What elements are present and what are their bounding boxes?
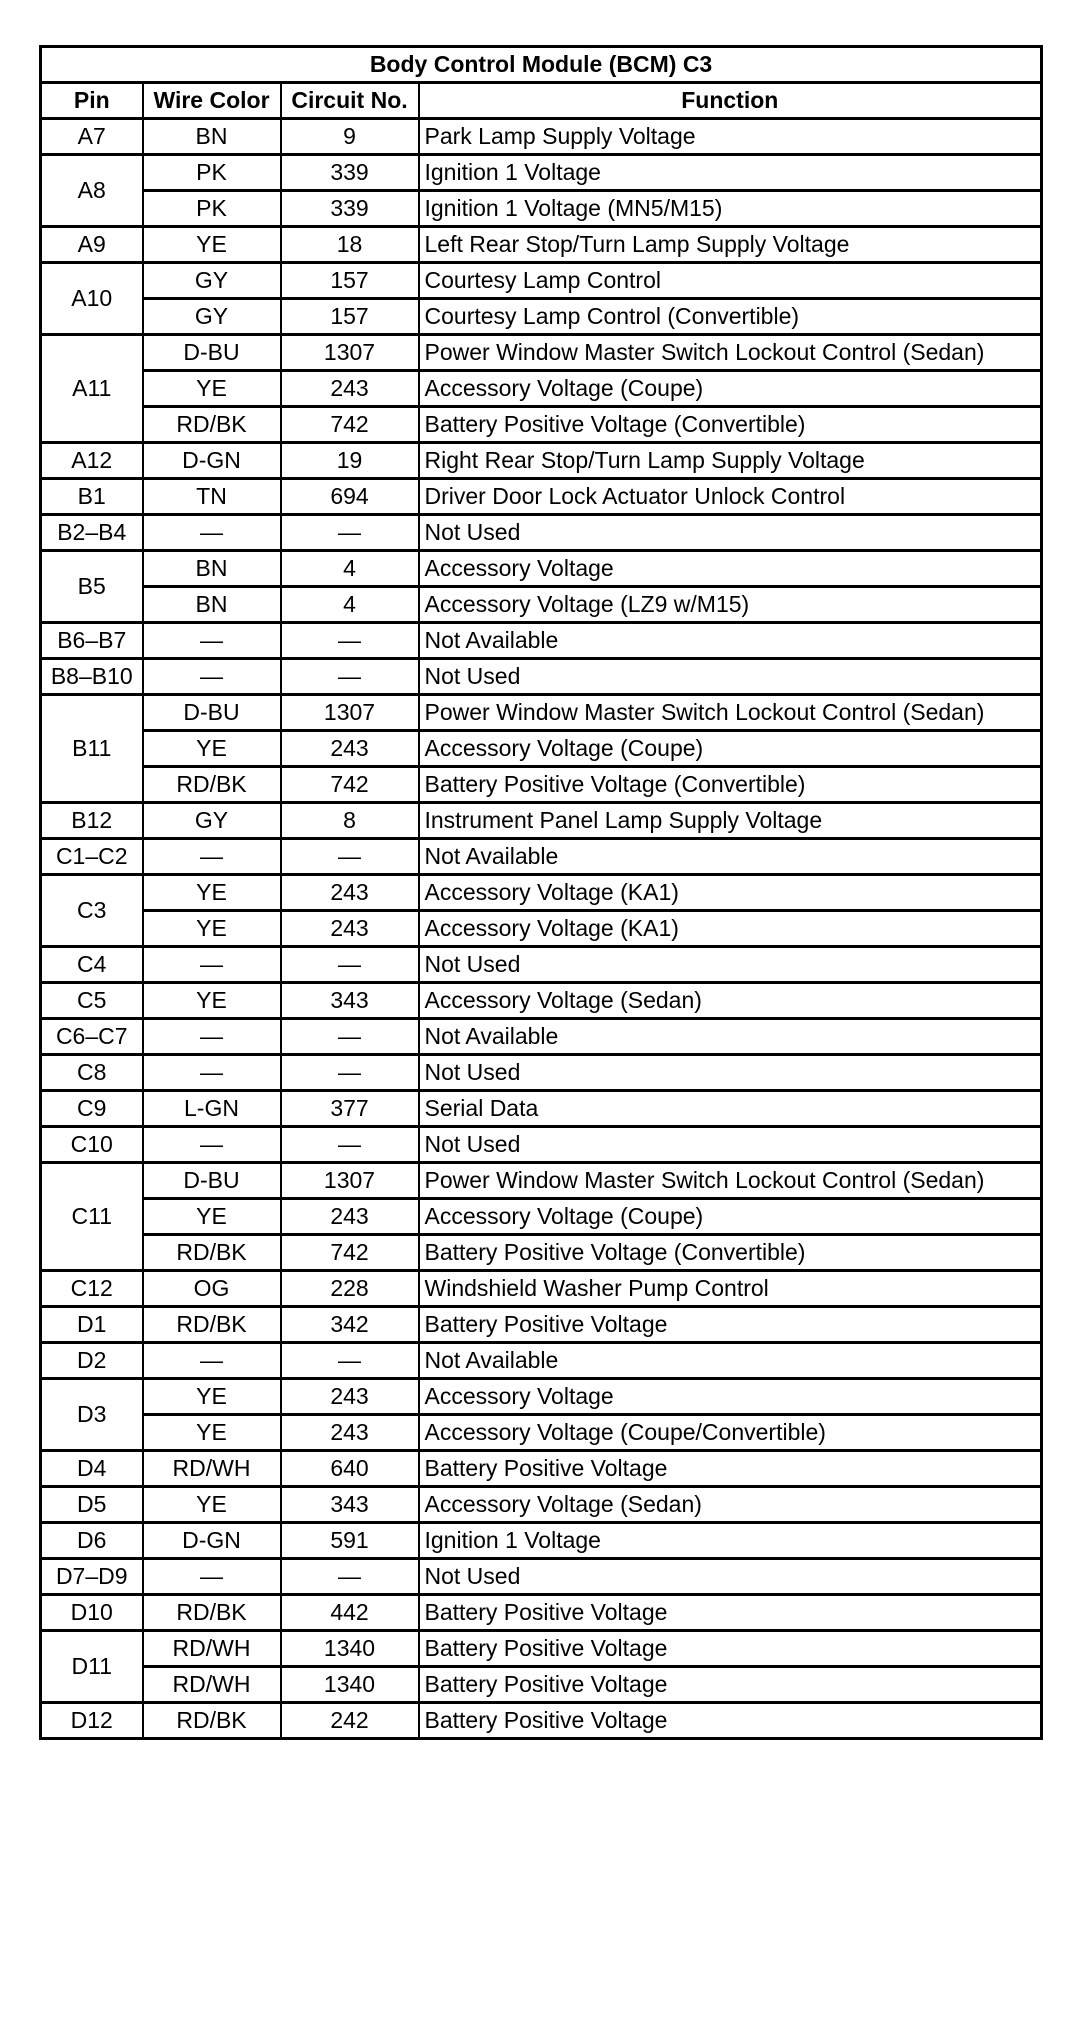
circuit-no-cell: — bbox=[281, 1019, 419, 1055]
circuit-no-cell: 243 bbox=[281, 1199, 419, 1235]
function-cell: Left Rear Stop/Turn Lamp Supply Voltage bbox=[419, 227, 1042, 263]
table-title: Body Control Module (BCM) C3 bbox=[41, 47, 1042, 83]
wire-color-cell: RD/BK bbox=[143, 1235, 281, 1271]
wire-color-cell: — bbox=[143, 839, 281, 875]
wire-color-cell: RD/WH bbox=[143, 1667, 281, 1703]
circuit-no-cell: 242 bbox=[281, 1703, 419, 1739]
wire-color-cell: PK bbox=[143, 155, 281, 191]
wire-color-cell: — bbox=[143, 1019, 281, 1055]
pin-cell: B11 bbox=[41, 695, 143, 803]
circuit-no-cell: 1340 bbox=[281, 1667, 419, 1703]
pin-cell: B8–B10 bbox=[41, 659, 143, 695]
pin-cell: A11 bbox=[41, 335, 143, 443]
table-row bbox=[41, 1559, 1042, 1595]
table-row bbox=[41, 335, 1042, 371]
circuit-no-cell: 694 bbox=[281, 479, 419, 515]
circuit-no-cell: — bbox=[281, 1055, 419, 1091]
circuit-no-cell: 228 bbox=[281, 1271, 419, 1307]
circuit-no-cell: 339 bbox=[281, 191, 419, 227]
function-cell: Accessory Voltage (KA1) bbox=[419, 911, 1042, 947]
function-cell: Power Window Master Switch Lockout Control (Sedan) bbox=[419, 695, 1042, 731]
function-cell: Accessory Voltage (Sedan) bbox=[419, 983, 1042, 1019]
function-cell: Accessory Voltage (Coupe) bbox=[419, 1199, 1042, 1235]
header-pin: Pin bbox=[41, 83, 143, 119]
circuit-no-cell: 442 bbox=[281, 1595, 419, 1631]
wire-color-cell: YE bbox=[143, 1199, 281, 1235]
wire-color-cell: GY bbox=[143, 299, 281, 335]
table-row bbox=[41, 623, 1042, 659]
table-row bbox=[41, 1487, 1042, 1523]
table-row bbox=[41, 155, 1042, 191]
function-cell: Battery Positive Voltage (Convertible) bbox=[419, 1235, 1042, 1271]
wire-color-cell: YE bbox=[143, 1379, 281, 1415]
circuit-no-cell: 243 bbox=[281, 1415, 419, 1451]
table-row bbox=[41, 983, 1042, 1019]
table-row bbox=[41, 1127, 1042, 1163]
table-row bbox=[41, 1343, 1042, 1379]
wire-color-cell: BN bbox=[143, 119, 281, 155]
pin-cell: D3 bbox=[41, 1379, 143, 1451]
wire-color-cell: YE bbox=[143, 1415, 281, 1451]
function-cell: Not Used bbox=[419, 947, 1042, 983]
function-cell: Not Used bbox=[419, 1559, 1042, 1595]
wire-color-cell: D-BU bbox=[143, 695, 281, 731]
pin-cell: A7 bbox=[41, 119, 143, 155]
table-row bbox=[41, 515, 1042, 551]
pin-cell: C3 bbox=[41, 875, 143, 947]
circuit-no-cell: 243 bbox=[281, 371, 419, 407]
table-row bbox=[41, 587, 1042, 623]
wire-color-cell: BN bbox=[143, 587, 281, 623]
function-cell: Not Available bbox=[419, 1019, 1042, 1055]
function-cell: Battery Positive Voltage bbox=[419, 1703, 1042, 1739]
pin-cell: D6 bbox=[41, 1523, 143, 1559]
wire-color-cell: RD/BK bbox=[143, 407, 281, 443]
circuit-no-cell: 157 bbox=[281, 299, 419, 335]
circuit-no-cell: 18 bbox=[281, 227, 419, 263]
wire-color-cell: YE bbox=[143, 983, 281, 1019]
function-cell: Accessory Voltage (LZ9 w/M15) bbox=[419, 587, 1042, 623]
table-row bbox=[41, 1703, 1042, 1739]
circuit-no-cell: 377 bbox=[281, 1091, 419, 1127]
function-cell: Courtesy Lamp Control bbox=[419, 263, 1042, 299]
table-row bbox=[41, 1091, 1042, 1127]
function-cell: Battery Positive Voltage (Convertible) bbox=[419, 767, 1042, 803]
function-cell: Instrument Panel Lamp Supply Voltage bbox=[419, 803, 1042, 839]
function-cell: Ignition 1 Voltage bbox=[419, 155, 1042, 191]
circuit-no-cell: 640 bbox=[281, 1451, 419, 1487]
pin-cell: C9 bbox=[41, 1091, 143, 1127]
function-cell: Power Window Master Switch Lockout Control (Sedan) bbox=[419, 1163, 1042, 1199]
function-cell: Battery Positive Voltage bbox=[419, 1631, 1042, 1667]
wire-color-cell: L-GN bbox=[143, 1091, 281, 1127]
function-cell: Driver Door Lock Actuator Unlock Control bbox=[419, 479, 1042, 515]
table-row bbox=[41, 191, 1042, 227]
function-cell: Battery Positive Voltage bbox=[419, 1595, 1042, 1631]
wire-color-cell: RD/BK bbox=[143, 767, 281, 803]
function-cell: Not Available bbox=[419, 623, 1042, 659]
table-row bbox=[41, 695, 1042, 731]
function-cell: Not Available bbox=[419, 1343, 1042, 1379]
function-cell: Park Lamp Supply Voltage bbox=[419, 119, 1042, 155]
table-row bbox=[41, 731, 1042, 767]
circuit-no-cell: 243 bbox=[281, 875, 419, 911]
wire-color-cell: D-GN bbox=[143, 443, 281, 479]
circuit-no-cell: — bbox=[281, 623, 419, 659]
pin-cell: B1 bbox=[41, 479, 143, 515]
pin-cell: D10 bbox=[41, 1595, 143, 1631]
table-row bbox=[41, 1235, 1042, 1271]
wire-color-cell: RD/BK bbox=[143, 1307, 281, 1343]
circuit-no-cell: 1307 bbox=[281, 335, 419, 371]
pin-cell: A9 bbox=[41, 227, 143, 263]
wire-color-cell: D-BU bbox=[143, 335, 281, 371]
circuit-no-cell: 8 bbox=[281, 803, 419, 839]
function-cell: Accessory Voltage (KA1) bbox=[419, 875, 1042, 911]
pin-cell: D4 bbox=[41, 1451, 143, 1487]
wire-color-cell: GY bbox=[143, 263, 281, 299]
table-row bbox=[41, 1631, 1042, 1667]
table-row bbox=[41, 839, 1042, 875]
pin-cell: C1–C2 bbox=[41, 839, 143, 875]
circuit-no-cell: 243 bbox=[281, 1379, 419, 1415]
table-row bbox=[41, 119, 1042, 155]
pin-cell: C8 bbox=[41, 1055, 143, 1091]
table-row bbox=[41, 479, 1042, 515]
wire-color-cell: — bbox=[143, 1343, 281, 1379]
wire-color-cell: YE bbox=[143, 227, 281, 263]
function-cell: Not Used bbox=[419, 515, 1042, 551]
circuit-no-cell: 1307 bbox=[281, 695, 419, 731]
pin-cell: D1 bbox=[41, 1307, 143, 1343]
table-row bbox=[41, 551, 1042, 587]
pin-cell: A8 bbox=[41, 155, 143, 227]
function-cell: Ignition 1 Voltage bbox=[419, 1523, 1042, 1559]
circuit-no-cell: 339 bbox=[281, 155, 419, 191]
wire-color-cell: — bbox=[143, 1055, 281, 1091]
function-cell: Right Rear Stop/Turn Lamp Supply Voltage bbox=[419, 443, 1042, 479]
table-row bbox=[41, 1379, 1042, 1415]
circuit-no-cell: 9 bbox=[281, 119, 419, 155]
function-cell: Accessory Voltage (Coupe) bbox=[419, 371, 1042, 407]
table-row bbox=[41, 1271, 1042, 1307]
circuit-no-cell: 342 bbox=[281, 1307, 419, 1343]
function-cell: Not Used bbox=[419, 1055, 1042, 1091]
table-row bbox=[41, 911, 1042, 947]
table-row bbox=[41, 875, 1042, 911]
function-cell: Accessory Voltage bbox=[419, 1379, 1042, 1415]
wire-color-cell: — bbox=[143, 1559, 281, 1595]
function-cell: Battery Positive Voltage (Convertible) bbox=[419, 407, 1042, 443]
table-row bbox=[41, 767, 1042, 803]
function-cell: Battery Positive Voltage bbox=[419, 1307, 1042, 1343]
pin-cell: C11 bbox=[41, 1163, 143, 1271]
circuit-no-cell: 591 bbox=[281, 1523, 419, 1559]
function-cell: Courtesy Lamp Control (Convertible) bbox=[419, 299, 1042, 335]
circuit-no-cell: 343 bbox=[281, 1487, 419, 1523]
pin-cell: C12 bbox=[41, 1271, 143, 1307]
wire-color-cell: RD/BK bbox=[143, 1703, 281, 1739]
table-row bbox=[41, 1523, 1042, 1559]
function-cell: Windshield Washer Pump Control bbox=[419, 1271, 1042, 1307]
table-row bbox=[41, 1595, 1042, 1631]
table-row bbox=[41, 1307, 1042, 1343]
circuit-no-cell: 243 bbox=[281, 911, 419, 947]
pin-cell: A10 bbox=[41, 263, 143, 335]
circuit-no-cell: — bbox=[281, 515, 419, 551]
function-cell: Serial Data bbox=[419, 1091, 1042, 1127]
circuit-no-cell: — bbox=[281, 659, 419, 695]
wire-color-cell: — bbox=[143, 659, 281, 695]
function-cell: Accessory Voltage bbox=[419, 551, 1042, 587]
table-row bbox=[41, 299, 1042, 335]
circuit-no-cell: 343 bbox=[281, 983, 419, 1019]
function-cell: Power Window Master Switch Lockout Control (Sedan) bbox=[419, 335, 1042, 371]
wire-color-cell: D-BU bbox=[143, 1163, 281, 1199]
circuit-no-cell: 243 bbox=[281, 731, 419, 767]
pin-cell: D2 bbox=[41, 1343, 143, 1379]
bcm-connector-table bbox=[39, 45, 1043, 1740]
pin-cell: A12 bbox=[41, 443, 143, 479]
wire-color-cell: TN bbox=[143, 479, 281, 515]
table-row bbox=[41, 263, 1042, 299]
pin-cell: D5 bbox=[41, 1487, 143, 1523]
wire-color-cell: — bbox=[143, 623, 281, 659]
circuit-no-cell: 157 bbox=[281, 263, 419, 299]
wire-color-cell: YE bbox=[143, 875, 281, 911]
pin-cell: B5 bbox=[41, 551, 143, 623]
function-cell: Not Used bbox=[419, 1127, 1042, 1163]
function-cell: Battery Positive Voltage bbox=[419, 1667, 1042, 1703]
pin-cell: B6–B7 bbox=[41, 623, 143, 659]
table-row bbox=[41, 1451, 1042, 1487]
pin-cell: C4 bbox=[41, 947, 143, 983]
circuit-no-cell: 4 bbox=[281, 587, 419, 623]
table-row bbox=[41, 371, 1042, 407]
table-row bbox=[41, 803, 1042, 839]
wire-color-cell: — bbox=[143, 947, 281, 983]
wire-color-cell: GY bbox=[143, 803, 281, 839]
circuit-no-cell: — bbox=[281, 1343, 419, 1379]
function-cell: Accessory Voltage (Sedan) bbox=[419, 1487, 1042, 1523]
wire-color-cell: OG bbox=[143, 1271, 281, 1307]
function-cell: Accessory Voltage (Coupe) bbox=[419, 731, 1042, 767]
wire-color-cell: YE bbox=[143, 731, 281, 767]
header-row bbox=[41, 83, 1042, 119]
function-cell: Ignition 1 Voltage (MN5/M15) bbox=[419, 191, 1042, 227]
title-row bbox=[41, 47, 1042, 83]
circuit-no-cell: 1307 bbox=[281, 1163, 419, 1199]
circuit-no-cell: 1340 bbox=[281, 1631, 419, 1667]
table-row bbox=[41, 1055, 1042, 1091]
circuit-no-cell: 4 bbox=[281, 551, 419, 587]
table-row bbox=[41, 1415, 1042, 1451]
table-row bbox=[41, 947, 1042, 983]
pin-cell: B2–B4 bbox=[41, 515, 143, 551]
table-row bbox=[41, 407, 1042, 443]
circuit-no-cell: — bbox=[281, 839, 419, 875]
header-circuit-no: Circuit No. bbox=[281, 83, 419, 119]
wire-color-cell: BN bbox=[143, 551, 281, 587]
header-wire-color: Wire Color bbox=[143, 83, 281, 119]
table-row bbox=[41, 1163, 1042, 1199]
function-cell: Not Used bbox=[419, 659, 1042, 695]
table-row bbox=[41, 227, 1042, 263]
wire-color-cell: YE bbox=[143, 371, 281, 407]
wire-color-cell: D-GN bbox=[143, 1523, 281, 1559]
header-function: Function bbox=[419, 83, 1042, 119]
circuit-no-cell: 742 bbox=[281, 407, 419, 443]
circuit-no-cell: — bbox=[281, 1559, 419, 1595]
pin-cell: D11 bbox=[41, 1631, 143, 1703]
wire-color-cell: — bbox=[143, 515, 281, 551]
pin-cell: C10 bbox=[41, 1127, 143, 1163]
pin-cell: C6–C7 bbox=[41, 1019, 143, 1055]
wire-color-cell: PK bbox=[143, 191, 281, 227]
pin-cell: C5 bbox=[41, 983, 143, 1019]
function-cell: Battery Positive Voltage bbox=[419, 1451, 1042, 1487]
pin-cell: B12 bbox=[41, 803, 143, 839]
wire-color-cell: RD/BK bbox=[143, 1595, 281, 1631]
table-row bbox=[41, 1019, 1042, 1055]
circuit-no-cell: — bbox=[281, 1127, 419, 1163]
pin-cell: D7–D9 bbox=[41, 1559, 143, 1595]
wire-color-cell: — bbox=[143, 1127, 281, 1163]
circuit-no-cell: 742 bbox=[281, 767, 419, 803]
wire-color-cell: RD/WH bbox=[143, 1451, 281, 1487]
table-body bbox=[41, 119, 1042, 1739]
table-row bbox=[41, 443, 1042, 479]
function-cell: Not Available bbox=[419, 839, 1042, 875]
wire-color-cell: YE bbox=[143, 911, 281, 947]
wire-color-cell: YE bbox=[143, 1487, 281, 1523]
pin-cell: D12 bbox=[41, 1703, 143, 1739]
table-row bbox=[41, 1199, 1042, 1235]
circuit-no-cell: 742 bbox=[281, 1235, 419, 1271]
function-cell: Accessory Voltage (Coupe/Convertible) bbox=[419, 1415, 1042, 1451]
circuit-no-cell: 19 bbox=[281, 443, 419, 479]
table-row bbox=[41, 659, 1042, 695]
wire-color-cell: RD/WH bbox=[143, 1631, 281, 1667]
circuit-no-cell: — bbox=[281, 947, 419, 983]
table-row bbox=[41, 1667, 1042, 1703]
